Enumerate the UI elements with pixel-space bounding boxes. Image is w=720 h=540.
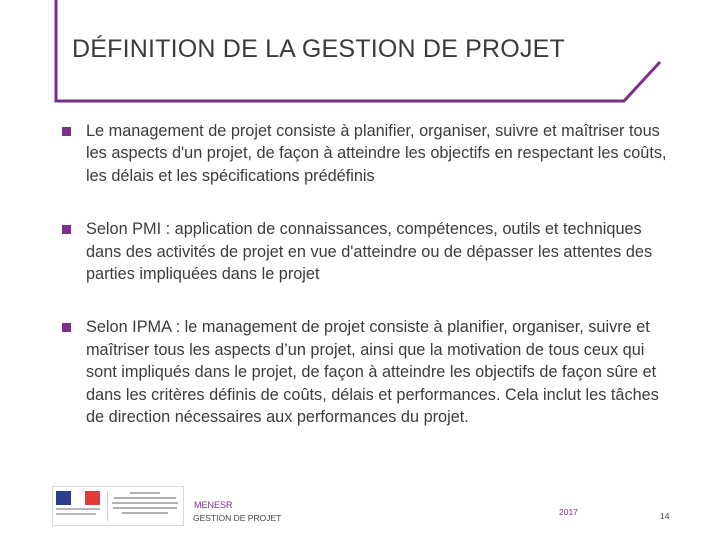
footer-organization: MENESR [194, 500, 233, 510]
bullet-item [62, 316, 672, 428]
logo-caption-lines [56, 508, 102, 518]
bullet-text: Selon IPMA : le management de projet consiste à planifier, organiser, suivre et maîtriser tous les aspects d’un projet, ainsi que la motivation de tous ceux qui sont impliqués dans le projet, de façon à atteindre les objectifs de façon sûre et dans les critères définis de coûts, délais et performances. Cela inclut les tâches de direction nécessaires aux performances du projet. [86, 318, 659, 427]
bullet-item [62, 218, 672, 285]
page-number: 14 [660, 511, 670, 521]
footer-subtitle: GESTION DE PROJET [193, 513, 282, 523]
square-bullet-icon [62, 225, 71, 234]
bullet-item [62, 120, 672, 187]
ministry-logo [52, 486, 184, 526]
bullet-text: Selon PMI : application de connaissances, compétences, outils et techniques dans des activités de projet en vue d'atteindre ou de dépasser les attentes des parties impliquées dans le projet [86, 220, 653, 284]
square-bullet-icon [62, 127, 71, 136]
footer-year: 2017 [559, 507, 578, 517]
logo-divider [107, 491, 108, 521]
bullet-list [62, 120, 672, 428]
page-title: DÉFINITION DE LA GESTION DE PROJET [72, 35, 565, 63]
bullet-text: Le management de projet consiste à planifier, organiser, suivre et maîtriser tous les aspects d'un projet, de façon à atteindre les objectifs en respectant les coûts, les délais et les spécifications prédéfinis [86, 122, 667, 185]
square-bullet-icon [62, 323, 71, 332]
french-flag-icon [56, 491, 100, 505]
ministry-name-lines [111, 492, 179, 517]
